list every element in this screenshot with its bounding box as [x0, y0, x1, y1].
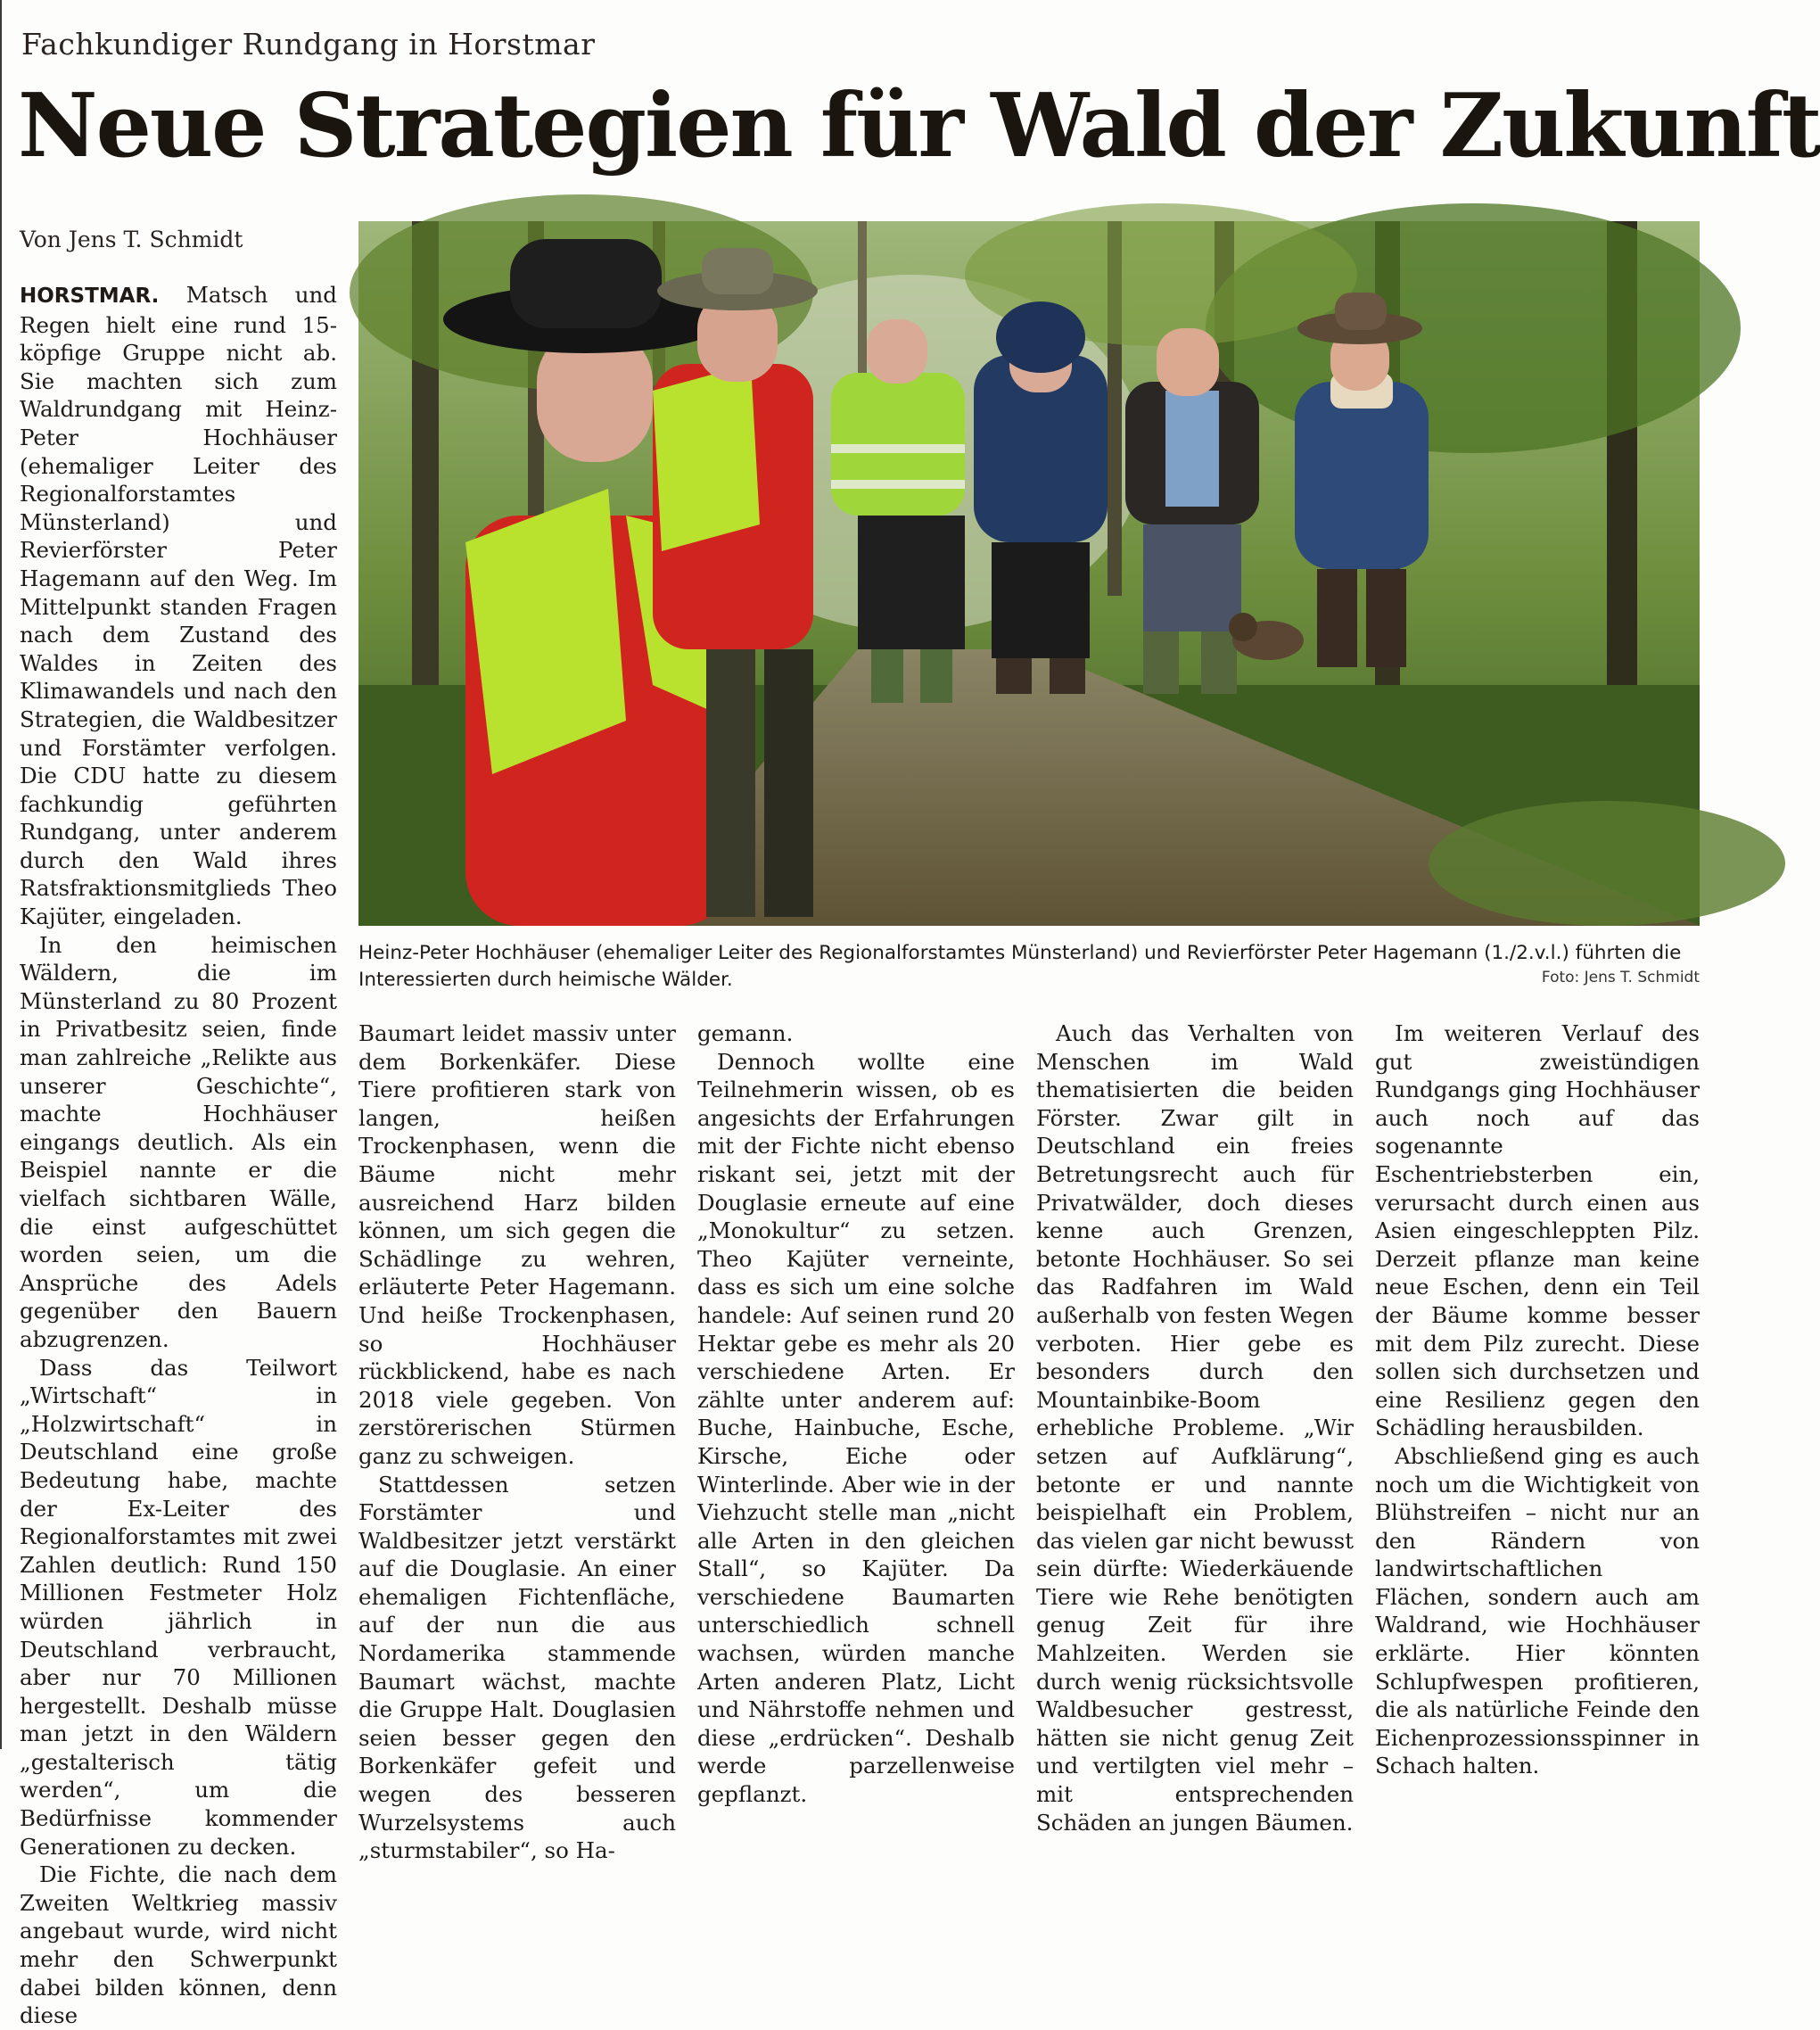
article-column-1 — [20, 281, 337, 2029]
photo-caption: Heinz-Peter Hochhäuser (ehemaliger Leiter des Regionalforstamtes Münsterland) und Revierförster Peter Hagemann (1./2.v.l.) führten die Interessierten durch heimische Wälder. — [358, 942, 1682, 991]
photo-credit: Foto: Jens T. Schmidt — [1541, 969, 1700, 986]
lead-paragraph — [20, 281, 337, 931]
paragraph: Im weiteren Verlauf des gut zweistündigen Rundgangs ging Hochhäuser auch noch auf das sogenannte Eschentriebsterben ein, verursacht durch einen aus Asien eingeschleppten Pilz. Derzeit pflanze man keine neue Eschen, denn ein Teil der Bäume komme besser mit dem Pilz zurecht. Diese sollen sich durchsetzen und eine Resilienz gegen den Schädling herausbilden. — [1375, 1020, 1700, 1441]
paragraph: gemann. — [697, 1020, 794, 1046]
dateline: HORSTMAR. — [20, 285, 160, 308]
article-byline: Von Jens T. Schmidt — [20, 227, 243, 252]
person-visitor-4 — [974, 301, 1108, 694]
article-column-2 — [358, 1019, 676, 1864]
paragraph: In den heimischen Wäldern, die im Münsterland zu 80 Prozent in Privatbesitz seien, finde man zahlreiche „Relikte aus unserer Geschichte“, machte Hochhäuser eingangs deutlich. Als ein Beispiel nannte er die vielfach sichtbaren Wälle, die einst aufgeschüttet worden seien, um die Ansprüche des Adels gegenüber den Bauern abzugrenzen. — [20, 931, 337, 1352]
article-kicker: Fachkundiger Rundgang in Horstmar — [21, 27, 596, 62]
page-edge-rule — [0, 0, 2, 1749]
paragraph: Baumart leidet massiv unter dem Borkenkäfer. Diese Tiere profitieren stark von langen, heißen Trockenphasen, wenn die Bäume nicht mehr ausreichend Harz bilden können, um sich gegen die Schädlinge zu wehren, erläuterte Peter Hagemann. Und heiße Trockenphasen, so Hochhäuser rückblickend, habe es nach 2018 viele gegeben. Von zerstörerischen Stürmen ganz zu schweigen. — [358, 1020, 676, 1469]
forest-group-illustration — [358, 221, 1700, 926]
paragraph: Dass das Teilwort „Wirtschaft“ in „Holzwirtschaft“ in Deutschland eine große Bedeutung habe, machte der Ex-Leiter des Regionalforstamtes mit zwei Zahlen deutlich: Rund 150 Millionen Festmeter Holz würden jährlich in Deutschland verbraucht, aber nur 70 Millionen hergestellt. Deshalb müsse man jetzt in den Wäldern „gestalterisch tätig werden“, um die Bedürfnisse kommender Generationen zu decken. — [20, 1354, 337, 1860]
paragraph: Abschließend ging es auch noch um die Wichtigkeit von Blühstreifen – nicht nur an den Rändern von landwirtschaftlichen Flächen, sondern auch am Waldrand, wie Hochhäuser erklärte. Hier könnten Schlupfwespen profitieren, die als natürliche Feinde den Eichenprozessionsspinner in Schach halten. — [1375, 1442, 1700, 1779]
article-column-4 — [1036, 1019, 1354, 1836]
paragraph: Die Fichte, die nach dem Zweiten Weltkrieg massiv angebaut wurde, wird nicht mehr den Schwerpunkt dabei bilden können, denn diese — [20, 1861, 337, 2029]
paragraph: Dennoch wollte eine Teilnehmerin wissen, ob es angesichts der Erfahrungen mit der Fichte nicht ebenso riskant sei, jetzt mit der Douglasie erneute auf eine „Monokultur“ zu setzen. Theo Kajüter verneinte, dass es sich um eine solche handele: Auf seinen rund 20 Hektar gebe es mehr als 20 verschiedene Arten. Er zählte unter anderem auf: Buche, Hainbuche, Esche, Kirsche, Eiche oder Winterlinde. Aber wie in der Viehzucht stelle man „nicht alle Arten in den gleichen Stall“, so Kajüter. Da verschiedene Baumarten unterschiedlich schnell wachsen, würden manche Arten anderen Platz, Licht und Nährstoffe nehmen und diese „erdrücken“. Deshalb werde parzellenweise gepflanzt. — [697, 1048, 1015, 1808]
article-headline: Neue Strategien für Wald der Zukunft — [18, 75, 1820, 177]
paragraph: Stattdessen setzen Forstämter und Waldbesitzer jetzt verstärkt auf die Douglasie. An einer ehemaligen Fichtenfläche, auf der nun die aus Nordamerika stammende Baumart wächst, machte die Gruppe Halt. Douglasien seien besser gegen den Borkenkäfer gefeit und wegen des besseren Wurzelsystems auch „sturmstabiler“, so Ha- — [358, 1471, 676, 1864]
article-column-3 — [697, 1019, 1015, 1808]
lead-text: Matsch und Regen hielt eine rund 15-köpfige Gruppe nicht ab. Sie machten sich zum Waldrundgang mit Heinz-Peter Hochhäuser (ehemaliger Leiter des Regionalforstamtes Münsterland) und Revierförster Peter Hagemann auf den Weg. Im Mittelpunkt standen Fragen nach dem Zustand des Waldes in Zeiten des Klimawandels und nach den Strategien, die Waldbesitzer und Forstämter verfolgen. Die CDU hatte zu diesem fachkundig geführten Rundgang, unter anderem durch den Wald ihres Ratsfraktionsmitglieds Theo Kajüter, eingeladen. — [20, 282, 337, 930]
article-photo — [358, 221, 1700, 926]
paragraph: Auch das Verhalten von Menschen im Wald thematisierten die beiden Förster. Zwar gilt in Deutschland ein freies Betretungsrecht auch für Privatwälder, doch dieses kenne auch Grenzen, betonte Hochhäuser. So sei das Radfahren im Wald außerhalb von festen Wegen verboten. Hier gebe es besonders durch den Mountainbike-Boom erhebliche Probleme. „Wir setzen auf Aufklärung“, betonte er und nannte beispielhaft ein Problem, das vielen gar nicht bewusst sein dürfte: Wiederkäuende Tiere wie Rehe benötigten genug Zeit für ihre Mahlzeiten. Werden sie durch wenig rücksichtsvolle Waldbesucher gestresst, hätten sie nicht genug Zeit und vertilgten viel mehr – mit entsprechenden Schäden an jungen Bäumen. — [1036, 1020, 1354, 1836]
article-column-5 — [1375, 1019, 1700, 1779]
